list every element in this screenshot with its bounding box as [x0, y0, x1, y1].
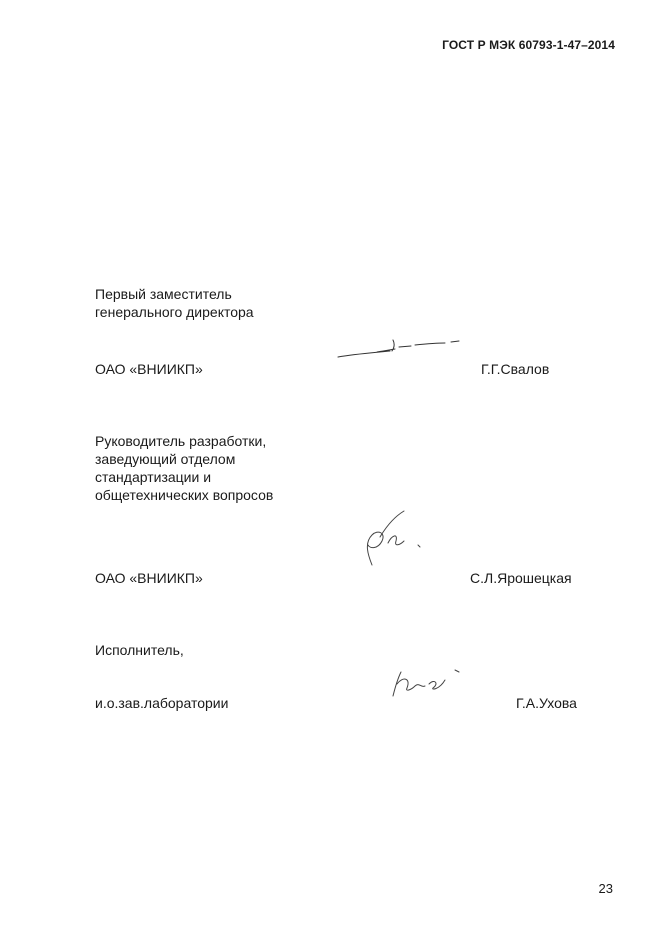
signatory-1-name: Г.Г.Свалов — [481, 361, 550, 377]
signatory-2-name: С.Л.Ярошецкая — [470, 570, 572, 586]
title-line: генерального директора — [95, 304, 254, 320]
title-line: Руководитель разработки, — [95, 433, 267, 449]
signatory-1-organization: ОАО «ВНИИКП» — [95, 361, 203, 377]
signatory-3-position: и.о.зав.лаборатории — [95, 695, 229, 711]
signature-3-handwritten — [385, 662, 465, 702]
title-line: общетехнических вопросов — [95, 487, 274, 503]
signature-1-handwritten — [335, 330, 465, 365]
document-standard-code: ГОСТ Р МЭК 60793-1-47–2014 — [442, 38, 615, 52]
title-line: стандартизации и — [95, 469, 212, 485]
title-line: заведующий отделом — [95, 451, 236, 467]
title-line: Первый заместитель — [95, 286, 232, 302]
signatory-3-name: Г.А.Ухова — [516, 695, 577, 711]
signatory-1-title — [95, 285, 254, 321]
signatory-3-title — [95, 641, 184, 659]
signature-2-handwritten — [358, 505, 428, 575]
signatory-2-title — [95, 432, 273, 504]
title-line: Исполнитель, — [95, 642, 184, 658]
page-number: 23 — [598, 881, 613, 896]
signatory-2-organization: ОАО «ВНИИКП» — [95, 570, 203, 586]
